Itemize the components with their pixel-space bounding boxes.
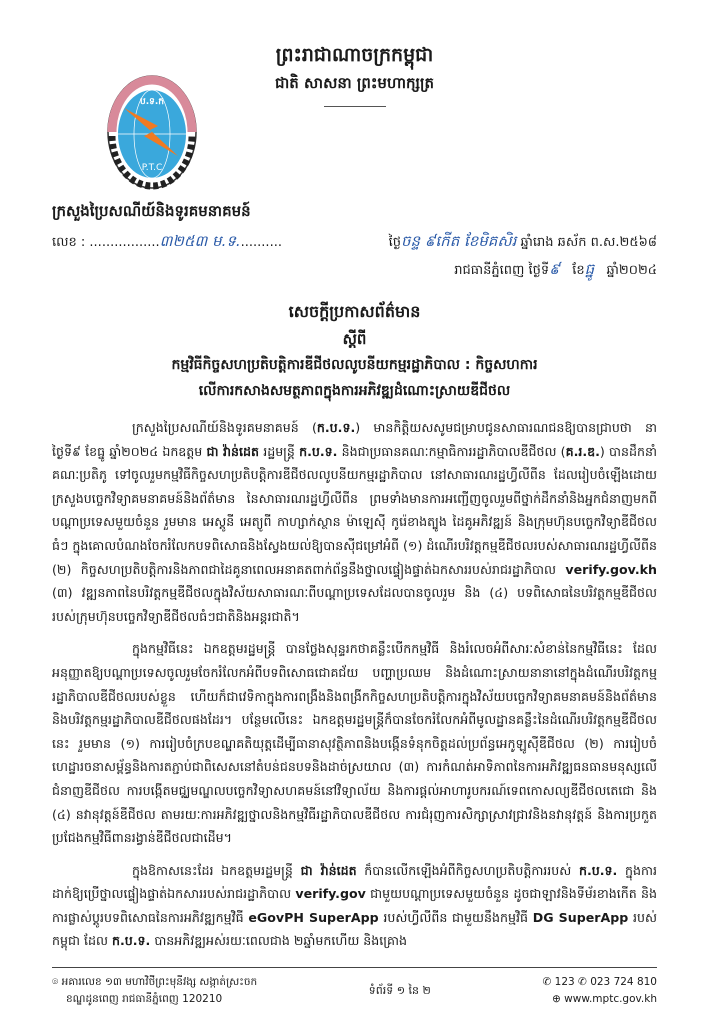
address-line-2: ខណ្ឌដូនពេញ រាជធានីភ្នំពេញ 120210 (66, 993, 223, 1006)
logo-column (52, 40, 252, 192)
abbr: ក.ប.ទ. (111, 933, 151, 949)
text: ) មានកិត្តិយសសូមជម្រាបជូនសាធារណជនឱ្យបានជ្រាបថា នាថ្ងៃទី៩ ខែធ្នូ ឆ្នាំ២០២៤ ឯកឧត្តម (52, 420, 657, 459)
solar-day: ៩ (549, 260, 560, 278)
abbr: ក.ប.ទ. (578, 862, 618, 878)
logo-text-top: ប.ទ.ក (140, 97, 164, 107)
text: ជាមួយបណ្តាប្រទេសមួយចំនួន ដូចជាឡាវនិងទីម័រខាងកើត និងការផ្លាស់ប្តូរបទពិសោធនៃការអភិវឌ្ឍកម្មវិធី (52, 886, 658, 925)
phone-icon: ✆ (578, 976, 587, 989)
logo-text-bottom: P.T.C (141, 163, 163, 173)
subject-line-2: លើការកសាងសមត្ថភាពក្នុងការអភិវឌ្ឍដំណោះស្រាយឌីជីថល (198, 383, 511, 399)
ministry-logo (106, 74, 198, 192)
location-pin-icon: ⌾ (52, 976, 59, 989)
hotline: 123 (554, 976, 575, 989)
app-name: DG SuperApp (532, 909, 629, 925)
reference-date-row (52, 228, 657, 284)
footer-contact (542, 974, 657, 1008)
globe-icon: ⊕ (552, 993, 561, 1006)
ref-number-value: ៣២៥៣ ម.ទ. (159, 232, 241, 250)
text: (៣) វឌ្ឍនភាពនៃបរិវត្តកម្មឌីជីថលក្នុងវិស័យសាធារណៈពីបណ្តាប្រទេសដែលបានចូលរួម និង (៤) បទពិសោធនៃបរិវត្តកម្មឌីជីថលរបស់ក្រុមហ៊ុនបច្ចេកវិទ្យាឌីជីថលធំៗជាតិនិងអន្តរជាតិ។ (52, 585, 657, 624)
title-about: ស្តីពី (342, 330, 367, 348)
document-title: សេចក្តីប្រកាសព័ត៌មាន (288, 302, 421, 321)
text: បានអភិវឌ្ឍអស់រយៈពេលជាង ២ឆ្នាំមកហើយ និងគ្រោង (150, 933, 408, 949)
lunar-suffix: ឆ្នាំរោង ឆស័ក ព.ស.២៥៦៨ (520, 235, 657, 250)
solar-date (389, 256, 657, 284)
dates (389, 228, 657, 284)
lunar-handwritten: ចន្ទ ៩កើត ខែមិគសិរ (400, 232, 517, 250)
verify-link: verify.gov (295, 886, 366, 902)
text: និងជាប្រធានគណៈកម្មាធិការរដ្ឋាភិបាលឌីជីថល ( (337, 443, 566, 459)
ministry-name: ក្រសួងប្រៃសណីយ៍និងទូរគមនាគមន៍ (52, 202, 251, 220)
ref-dots: ................. (89, 235, 160, 250)
text: របស់ហ្វីលីពីន ជាមួយនឹងកម្មវិធី (378, 909, 533, 925)
text: ក្នុងការដាក់ឱ្យប្រើថ្នាលផ្ទៀងផ្ទាត់ឯកសាររបស់រាជរដ្ឋាភិបាល (52, 862, 657, 902)
page-number: ទំព័រទី ១ នៃ ២ (368, 984, 431, 998)
footer (52, 967, 657, 1008)
abbr: គ.រ.ឌ. (565, 443, 600, 459)
phone-number: 023 724 810 (590, 976, 657, 989)
solar-month: ធ្នូ (584, 260, 595, 278)
paragraph-2: ក្នុងកម្មវិធីនេះ ឯកឧត្តមរដ្ឋមន្ត្រី បានថ្លែងសុន្ទរកថាគន្លឹះបើកកម្មវិធី និងរំលេចអំពីសារៈសំខាន់នៃកម្មវិធីនេះ ដែលអនុញ្ញាតឱ្យបណ្តាប្រទេសចូលរួមចែករំលែកអំពីបទពិសោធជោគជ័យ បញ្ហាប្រឈម និងដំណោះស្រាយនានានៅក្នុងដំណើរបរិវត្តកម្មរដ្ឋាភិបាលឌីជីថលរបស់ខ្លួន ហើយក៏ជាវេទិកាក្នុងការពង្រឹងនិងពង្រីកកិច្ចសហប្រតិបត្តិការក្នុងវិស័យបច្ចេកវិទ្យាគមនាគមន៍និងព័ត៌មាន និងបរិវត្តកម្មរដ្ឋាភិបាលឌីជីថលផងដែរ។ បន្ថែមលើនេះ ឯកឧត្តមរដ្ឋមន្ត្រីក៏បានចែករំលែកអំពីមូលដ្ឋានគន្លឹះនៃដំណើរបរិវត្តកម្មឌីជីថលនេះ រួមមាន (១) ការរៀបចំក្របខណ្ឌគតិយុត្តដើម្បីធានាសុវត្ថិភាពនិងបង្កើនទំនុកចិត្តដល់ប្រព័ន្ធអេកូឡូស៊ីឌីជីថល (២) ការរៀបចំហេដ្ឋារចនាសម្ព័ន្ធនិងការតភ្ជាប់ជាពិសេសនៅតំបន់ជនបទនិងដាច់ស្រយាល (៣) ការកំណត់អាទិភាពនៃការអភិវឌ្ឍធនធានមនុស្សលើជំនាញឌីជីថល ការបង្កើតមជ្ឈមណ្ឌលបច្ចេកវិទ្យាសហគមន៍នៅវិទ្យាល័យ និងការផ្តល់អាហារូបករណ៍ទេពកោសល្យឌីជីថលតេជោ និង (៤) នវានុវត្តន៍ឌីជីថល តាមរយៈការអភិវឌ្ឍថ្នាលនិងកម្មវិធីរដ្ឋាភិបាលឌីជីថល ការជំរុញការសិក្សាស្រាវជ្រាវនិងនវានុវត្តន៍ និងការប្រកួតប្រជែងកម្មវិធីពានរង្វាន់ឌីជីថលជាដើម។ (52, 641, 657, 846)
minister-name: ជា វ៉ាន់ដេត (206, 443, 260, 459)
heading-column (252, 40, 657, 107)
ornament-divider (324, 106, 386, 107)
abbr: ក.ប.ទ. (299, 443, 338, 459)
subject-line-1: កម្មវិធីកិច្ចសហប្រតិបត្តិការឌីជីថលលូបនីយកម្មរដ្ឋាភិបាល : កិច្ចសហការ (171, 357, 538, 373)
lunar-date (389, 228, 657, 256)
abbr: ក.ប.ទ. (316, 420, 356, 435)
text: ) បានដឹកនាំគណៈប្រតិភូ ទៅចូលរួមកម្មវិធីកិច្ចសហប្រតិបត្តិការឌីជីថលលូបនីយកម្មរដ្ឋាភិបាល នៅសាធារណរដ្ឋហ្វីលីពីន ដែលរៀបចំឡើងដោយក្រសួងបច្ចេកវិទ្យាគមនាគមន៍និងព័ត៌មាន នៃសាធារណរដ្ឋហ្វីលីពីន ព្រមទាំងមានការអញ្ជើញចូលរួមពីថ្នាក់ដឹកនាំនិងអ្នកជំនាញមកពីបណ្តាប្រទេសមួយចំនួន រួមមាន អេស្តូនី អេត្យូពី កាហ្សាក់ស្ថាន ម៉ាឡេស៊ី កូរ៉េខាងត្បូង ដៃគូអភិវឌ្ឍន៍ និងក្រុមហ៊ុនបច្ចេកវិទ្យាឌីជីថលធំៗ ក្នុងគោលបំណងចែករំលែកបទពិសោធនិងស្វែងយល់ឱ្យបានស៊ីជម្រៅអំពី (១) ដំណើរបរិវត្តកម្មឌីជីថលរបស់សាធារណរដ្ឋហ្វីលីពីន (២) កិច្ចសហប្រតិបត្តិការនិងភាពជាដៃគូនាពេលអនាគតពាក់ព័ន្ធនឹងថ្នាលផ្ទៀងផ្ទាត់ឯកសាររបស់រាជរដ្ឋាភិបាល (52, 443, 657, 577)
solar-month-label: ខែ (572, 263, 585, 278)
text: ក៏បានលើកឡើងអំពីកិច្ចសហប្រតិបត្តិការរបស់ (356, 862, 579, 878)
verify-link: verify.gov.kh (565, 561, 657, 577)
letterhead (52, 40, 657, 192)
website-link[interactable]: www.mptc.gov.kh (564, 993, 657, 1006)
paragraph-1 (52, 416, 657, 628)
minister-name: ជា វ៉ាន់ដេត (300, 862, 357, 878)
app-name: eGovPH SuperApp (248, 909, 379, 925)
solar-year: ឆ្នាំ២០២៤ (606, 263, 657, 278)
reference-number (52, 228, 282, 256)
text: របស់កម្ពុជា ដែល (52, 909, 657, 949)
text: ក្នុងឱកាសនេះដែរ ឯកឧត្តមរដ្ឋមន្ត្រី (132, 862, 301, 878)
ref-label: លេខ : (52, 235, 86, 250)
lunar-prefix: ថ្ងៃ (388, 235, 401, 250)
paragraph-3 (52, 859, 657, 953)
phone-icon: ✆ (542, 976, 552, 989)
text: រដ្ឋមន្ត្រី (259, 443, 300, 459)
text: ក្រសួងប្រៃសណីយ៍និងទូរគមនាគមន៍ ( (132, 420, 317, 435)
kingdom-heading: ព្រះរាជាណាចក្រកម្ពុជា (275, 44, 434, 66)
address-line-1: អគារលេខ ១៣ មហាវិថីព្រះមុនីវង្ស សង្កាត់ស្រះចក (61, 976, 258, 989)
footer-address (52, 974, 257, 1008)
document-body (52, 416, 657, 953)
ref-dots: .......... (240, 235, 282, 250)
solar-prefix: រាជធានីភ្នំពេញ ថ្ងៃទី (454, 263, 550, 278)
national-motto: ជាតិ សាសនា ព្រះមហាក្សត្រ (275, 74, 434, 92)
